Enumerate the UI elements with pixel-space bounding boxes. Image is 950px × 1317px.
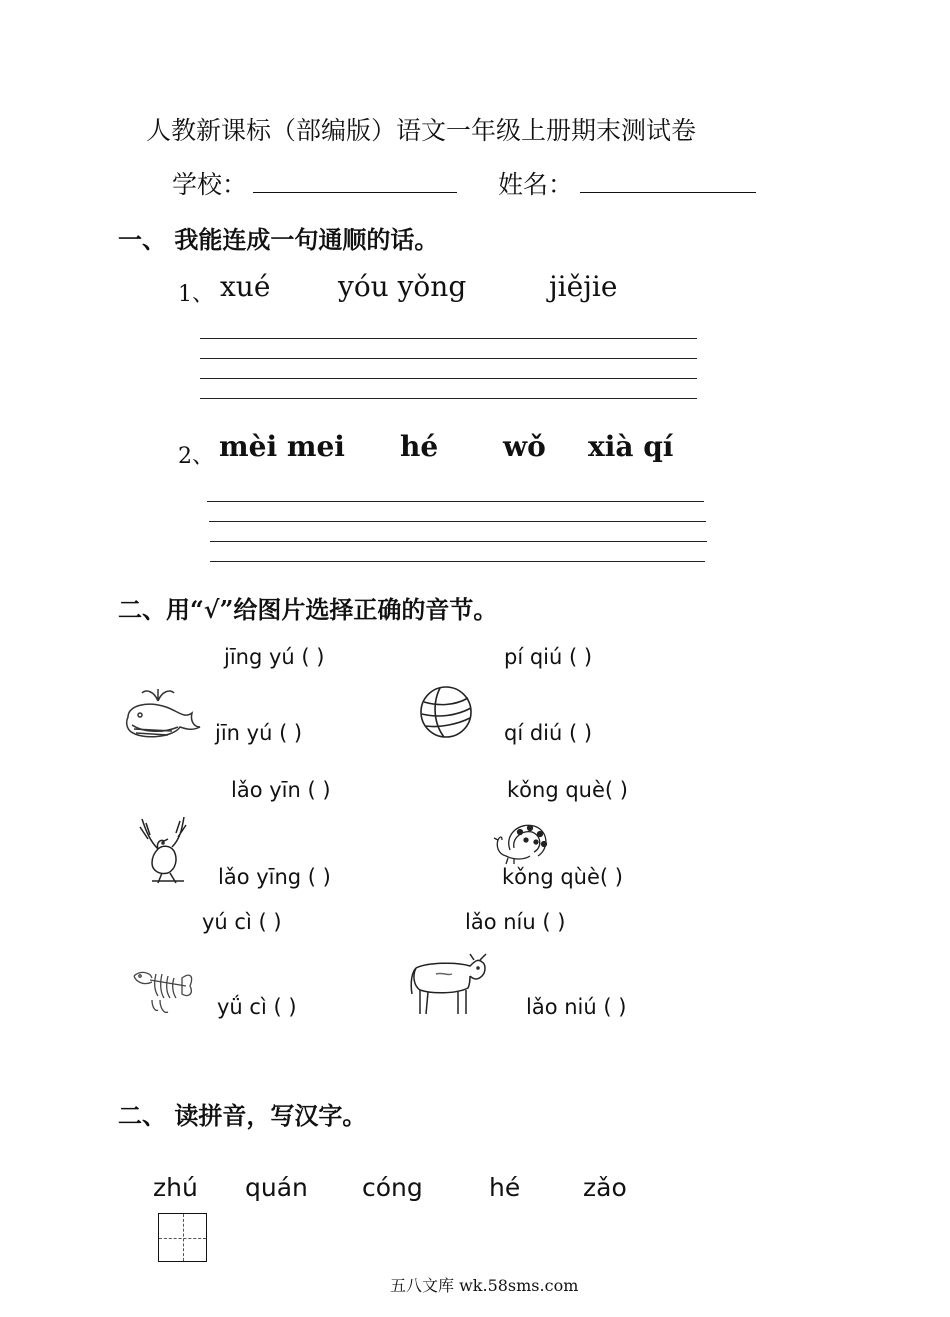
option-lao-yin[interactable]: lǎo yīn ( ) [231,778,331,802]
option-jing-yu[interactable]: jīng yú ( ) [224,645,325,669]
q1-number: 1、 [178,282,214,307]
option-yu-ci[interactable]: yú cì ( ) [202,910,282,934]
q1-word: jiějie [549,270,618,303]
q1-word: xué [220,270,271,303]
ball-icon [418,684,474,740]
school-label: 学校： [172,170,248,199]
writing-line[interactable] [200,358,697,359]
name-field[interactable] [580,192,756,193]
fish-bone-icon [130,964,196,1018]
whale-icon [122,683,202,743]
section1-heading: 一、 我能连成一句通顺的话。 [118,225,439,254]
q2-word: wǒ [503,430,546,463]
option-jin-yu[interactable]: jīn yú ( ) [215,721,303,745]
writing-line[interactable] [200,398,697,399]
option-yu-ci-2[interactable]: yǘ cì ( ) [217,995,297,1019]
grid-guide-horizontal [159,1238,206,1239]
writing-grid-box[interactable] [158,1213,207,1262]
q2-number: 2、 [178,444,214,469]
writing-line[interactable] [210,541,707,542]
eagle-icon [136,815,192,887]
option-pi-qiu[interactable]: pí qiú ( ) [504,645,593,669]
pinyin-zao: zǎo [583,1173,627,1202]
section2-heading: 二、用“√”给图片选择正确的音节。 [118,595,498,624]
q1-word: yóu yǒng [338,270,467,303]
q2-word: mèi mei [219,430,345,463]
writing-line[interactable] [207,501,704,502]
page-title: 人教新课标（部编版）语文一年级上册期末测试卷 [146,116,697,145]
peacock-icon [490,820,550,866]
pinyin-zhu: zhú [153,1173,198,1202]
school-field[interactable] [253,192,457,193]
writing-line[interactable] [210,561,705,562]
pinyin-he: hé [489,1173,521,1202]
option-qi-diu[interactable]: qí diú ( ) [504,721,593,745]
footer-watermark: 五八文库 wk.58sms.com [390,1276,579,1295]
writing-line[interactable] [209,521,706,522]
q2-word: hé [400,430,439,463]
writing-line[interactable] [200,338,697,339]
pinyin-quan: quán [245,1173,308,1202]
option-lao-ying[interactable]: lǎo yīng ( ) [218,865,331,889]
writing-line[interactable] [200,378,697,379]
option-lao-niu-2[interactable]: lǎo niú ( ) [526,995,627,1019]
option-kong-que[interactable]: kǒng què( ) [507,778,628,802]
option-lao-niu[interactable]: lǎo níu ( ) [465,910,566,934]
name-label: 姓名： [498,170,574,199]
cow-icon [408,950,490,1018]
q2-word: xià qí [588,430,674,463]
pinyin-cong: cóng [362,1173,423,1202]
option-kong-que-2[interactable]: kǒng qùè( ) [502,865,623,889]
section3-heading: 二、 读拼音，写汉字。 [118,1101,367,1130]
